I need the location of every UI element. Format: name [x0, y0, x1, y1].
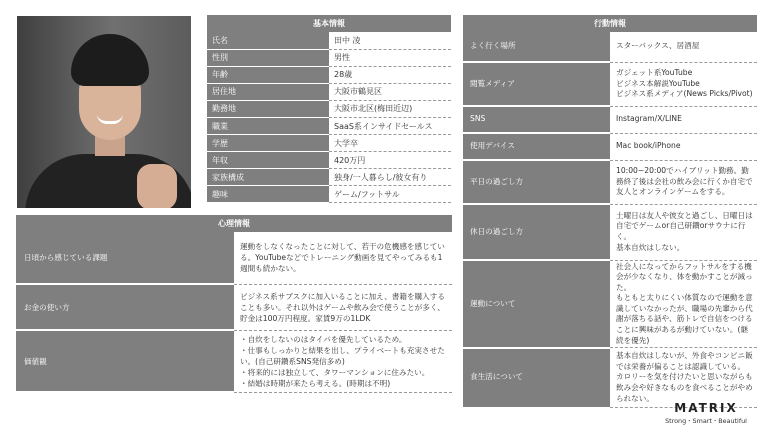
- table-row: 閲覧メディア ガジェット系YouTube ビジネス本解説YouTube ビジネス系メディア(News Picks/Pivot): [463, 62, 757, 106]
- table-row: 休日の過ごし方 土曜日は友人や彼女と過ごし、日曜日は自宅でゲームor自己研鑽orサウナに行く。 基本自炊はしない。: [463, 204, 757, 260]
- table-row: 平日の過ごし方 10:00~20:00でハイブリット勤務。勤務終了後は会社の飲み会に行くか自宅で友人とオンラインゲームをする。: [463, 160, 757, 204]
- table-row: SNS Instagram/X/LINE: [463, 106, 757, 133]
- psychology-info-header: 心理情報: [16, 215, 452, 232]
- table-row: 職業 SaaS系インサイドセールス: [207, 117, 451, 134]
- behavior-info-table: [463, 15, 757, 409]
- behavior-info-header: 行動情報: [463, 15, 757, 32]
- persona-photo: [17, 16, 191, 208]
- basic-info-table: [207, 15, 451, 203]
- table-row: 学歴 大学卒: [207, 135, 451, 152]
- table-row: お金の使い方 ビジネス系サブスクに加入いることに加え、書籍を購入することも多い。それ以外はゲームや飲み会で使うことが多く、貯金は100万円程度。家賃9万の1LDK: [16, 284, 452, 330]
- table-row: 年齢 28歳: [207, 66, 451, 83]
- table-row: 居住地 大阪市鶴見区: [207, 83, 451, 100]
- table-row: 日頃から感じている課題 運動をしなくなったことに対して、若干の危機感を感じている。YouTubeなどでトレーニング動画を見てやってみるも1週間も続かない。: [16, 232, 452, 284]
- table-row: 運動について 社会人になってからフットサルをする機会が少なくなり、体を動かすことが減った。 もともと太りにくい体質なので運動を意識していなかったが、職場の先輩から代謝が落ちる話や、筋トレで自信をつけることに興味があるが動けていない。(継続を優先): [463, 260, 757, 348]
- table-row: 趣味 ゲーム/フットサル: [207, 186, 451, 203]
- table-row: 性別 男性: [207, 49, 451, 66]
- psychology-info-table: [16, 215, 452, 393]
- basic-info-header: 基本情報: [207, 15, 451, 32]
- brand-name: MATRIX: [674, 401, 738, 415]
- table-row: 家族構成 独身/一人暮らし/彼女有り: [207, 169, 451, 186]
- table-row: よく行く場所 スターバックス、居酒屋: [463, 32, 757, 62]
- table-row: 使用デバイス Mac book/iPhone: [463, 133, 757, 160]
- table-row: 価値観 ・自炊をしないのはタイパを優先しているため。 ・仕事もしっかりと結果を出し、プライベートも充実させたい。(自己研鑽系SNS発信多め) ・将来的には独立して、タワーマンションに住みたい。 ・結婚は時期が来たら考える。(時期は不明): [16, 330, 452, 392]
- table-row: 食生活について 基本自炊はしないが、外食やコンビニ飯では栄養が偏ることは認識している。 カロリーを気を付けたいと思いながらも飲み会や好きなものを食べることがやめられない。: [463, 348, 757, 408]
- matrix-logo: [656, 401, 756, 425]
- table-row: 勤務地 大阪市北区(梅田近辺): [207, 100, 451, 117]
- table-row: 年収 420万円: [207, 152, 451, 169]
- table-row: 氏名 田中 凌: [207, 32, 451, 49]
- brand-tagline: Strong・Smart・Beautiful: [665, 417, 747, 425]
